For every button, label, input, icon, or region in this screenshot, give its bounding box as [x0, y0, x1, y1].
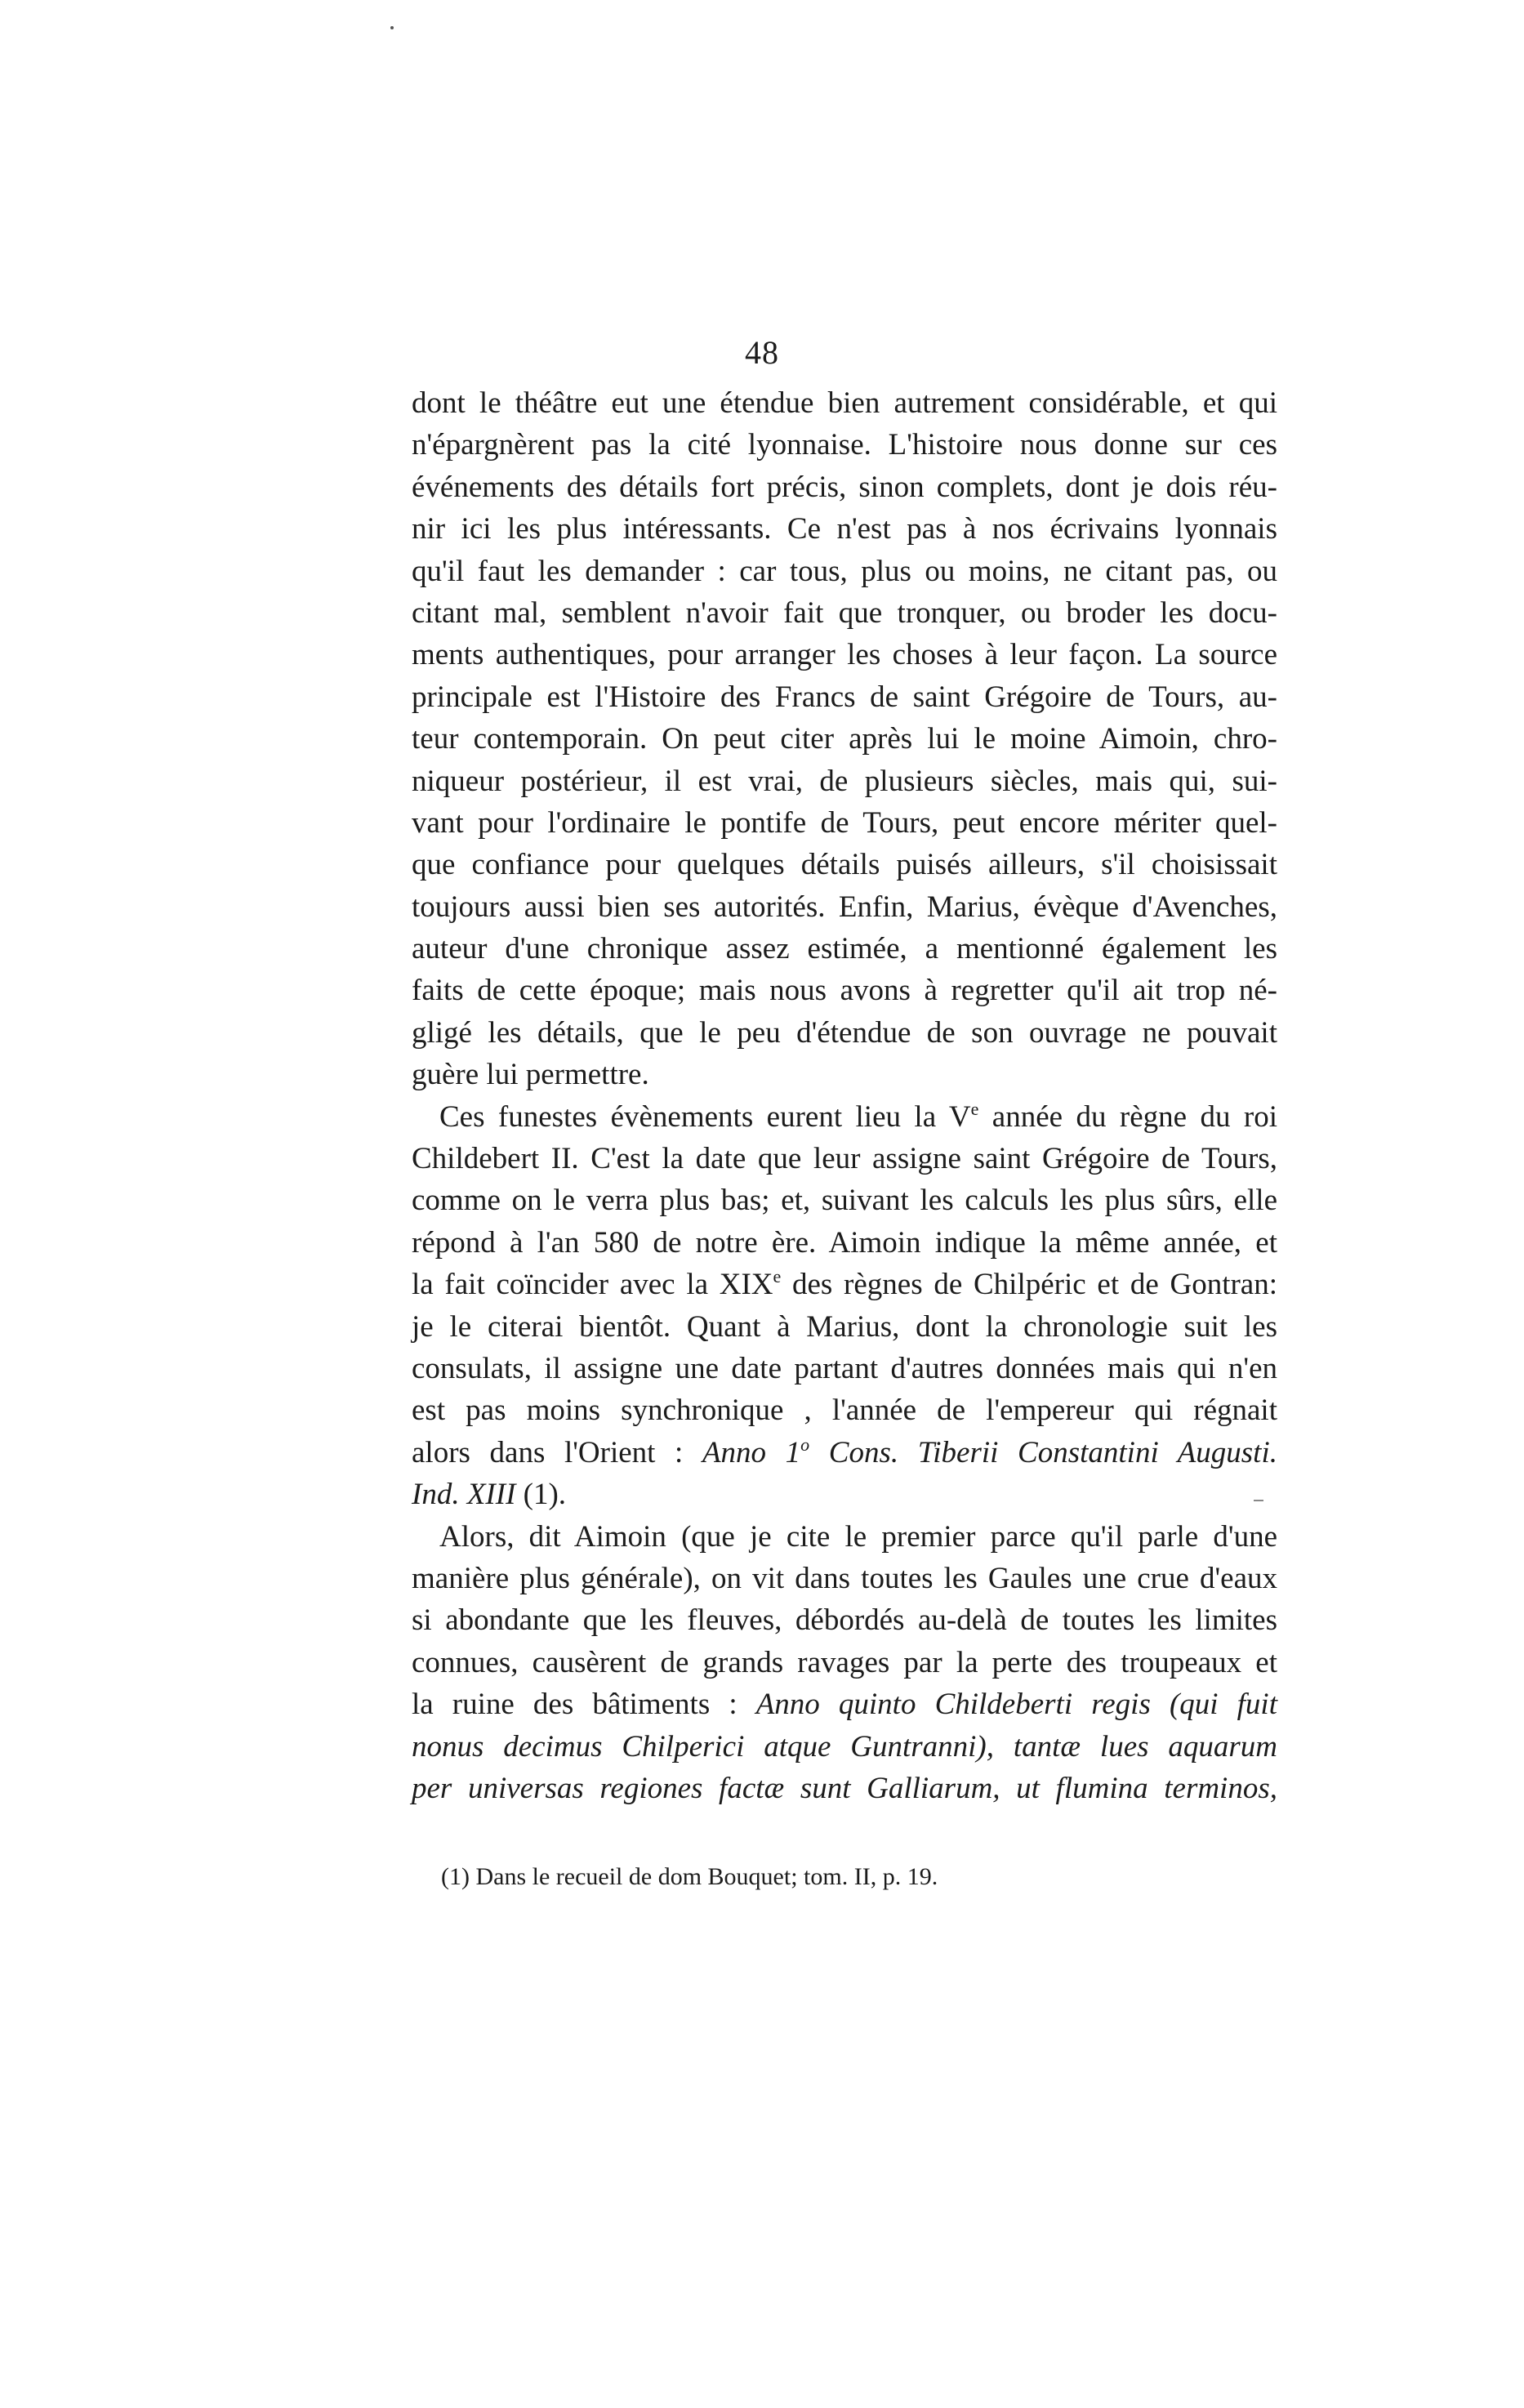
latin-citation: Ind. XIII [412, 1478, 516, 1512]
text-line: principale est l'Histoire des Francs de saint Grégoire de Tours, au- [412, 680, 1277, 714]
latin-citation: Anno quinto Childeberti regis (qui fuit [755, 1688, 1277, 1722]
text-line: Alors, dit Aimoin (que je cite le premier parce qu'il parle d'une [439, 1519, 1277, 1554]
text-run: alors dans l'Orient : [412, 1435, 702, 1469]
ink-speck [390, 26, 394, 29]
latin-citation: Anno 1 [702, 1435, 801, 1469]
text-line: ments authentiques, pour arranger les choses à leur façon. La source [412, 638, 1277, 672]
text-line: que confiance pour quelques détails puisés ailleurs, s'il choisissait [412, 848, 1277, 882]
stray-mark [1254, 1500, 1263, 1501]
text-line: teur contemporain. On peut citer après lui le moine Aimoin, chro- [412, 722, 1277, 756]
superscript: o [800, 1434, 810, 1455]
text-line: connues, causèrent de grands ravages par la perte des troupeaux et [412, 1645, 1277, 1679]
text-line: qu'il faut les demander : car tous, plus ou moins, ne citant pas, ou [412, 554, 1277, 588]
text-run: la fait coïncider avec la XIX [412, 1268, 773, 1302]
text-line [412, 1474, 1277, 1515]
text-line: répond à l'an 580 de notre ère. Aimoin indique la même année, et [412, 1225, 1277, 1260]
latin-citation: Cons. Tiberii Constantini Augusti. [809, 1435, 1277, 1469]
text-line: n'épargnèrent pas la cité lyonnaise. L'histoire nous donne sur ces [412, 428, 1277, 462]
text-line: vant pour l'ordinaire le pontife de Tours, peut encore mériter quel- [412, 805, 1277, 840]
text-line: per universas regiones factæ sunt Galliarum, ut flumina terminos, [412, 1771, 1277, 1805]
text-line: faits de cette époque; mais nous avons à regretter qu'il ait trop né- [412, 974, 1277, 1008]
text-line: je le citerai bientôt. Quant à Marius, dont la chronologie suit les [412, 1309, 1277, 1344]
footnote-reference: (1). [515, 1478, 567, 1512]
page-number: 48 [745, 334, 779, 371]
text-line: nonus decimus Chilperici atque Guntranni), tantæ lues aquarum [412, 1729, 1277, 1764]
text-line: guère lui permettre. [412, 1058, 649, 1092]
text-line: comme on le verra plus bas; et, suivant les calculs les plus sûrs, elle [412, 1184, 1277, 1218]
text-line: consulats, il assigne une date partant d'autres données mais qui n'en [412, 1351, 1277, 1385]
text-run: la ruine des bâtiments : [412, 1688, 756, 1722]
text-line: auteur d'une chronique assez estimée, a mentionné également les [412, 932, 1277, 966]
superscript: e [773, 1266, 782, 1287]
text-line [412, 1432, 1277, 1474]
body-text [412, 382, 1277, 1809]
text-line: événements des détails fort précis, sinon complets, dont je dois réu- [412, 470, 1277, 504]
text-line: Childebert II. C'est la date que leur assigne saint Grégoire de Tours, [412, 1142, 1277, 1176]
text-line: est pas moins synchronique , l'année de l'empereur qui régnait [412, 1394, 1277, 1428]
text-line [412, 1096, 1277, 1138]
text-line: citant mal, semblent n'avoir fait que tronquer, ou broder les docu- [412, 595, 1277, 630]
text-run: année du règne du roi [978, 1099, 1277, 1134]
text-line: manière plus générale), on vit dans toutes les Gaules une crue d'eaux [412, 1561, 1277, 1595]
text-run: des règnes de Chilpéric et de Gontran: [781, 1268, 1277, 1302]
footnote: (1) Dans le recueil de dom Bouquet; tom. II, p. 19. [441, 1863, 938, 1890]
text-line: niqueur postérieur, il est vrai, de plusieurs siècles, mais qui, sui- [412, 764, 1277, 798]
text-run: Ces funestes évènements eurent lieu la V [439, 1099, 971, 1134]
text-line: dont le théâtre eut une étendue bien autrement considérable, et qui [412, 386, 1277, 420]
text-line: gligé les détails, que le peu d'étendue de son ouvrage ne pouvait [412, 1015, 1277, 1050]
text-line: si abondante que les fleuves, débordés au-delà de toutes les limites [412, 1603, 1277, 1638]
text-line: nir ici les plus intéressants. Ce n'est pas à nos écrivains lyonnais [412, 512, 1277, 546]
text-line: toujours aussi bien ses autorités. Enfin, Marius, évèque d'Avenches, [412, 890, 1277, 924]
text-line [412, 1683, 1277, 1725]
superscript: e [970, 1098, 979, 1119]
text-line [412, 1264, 1277, 1305]
